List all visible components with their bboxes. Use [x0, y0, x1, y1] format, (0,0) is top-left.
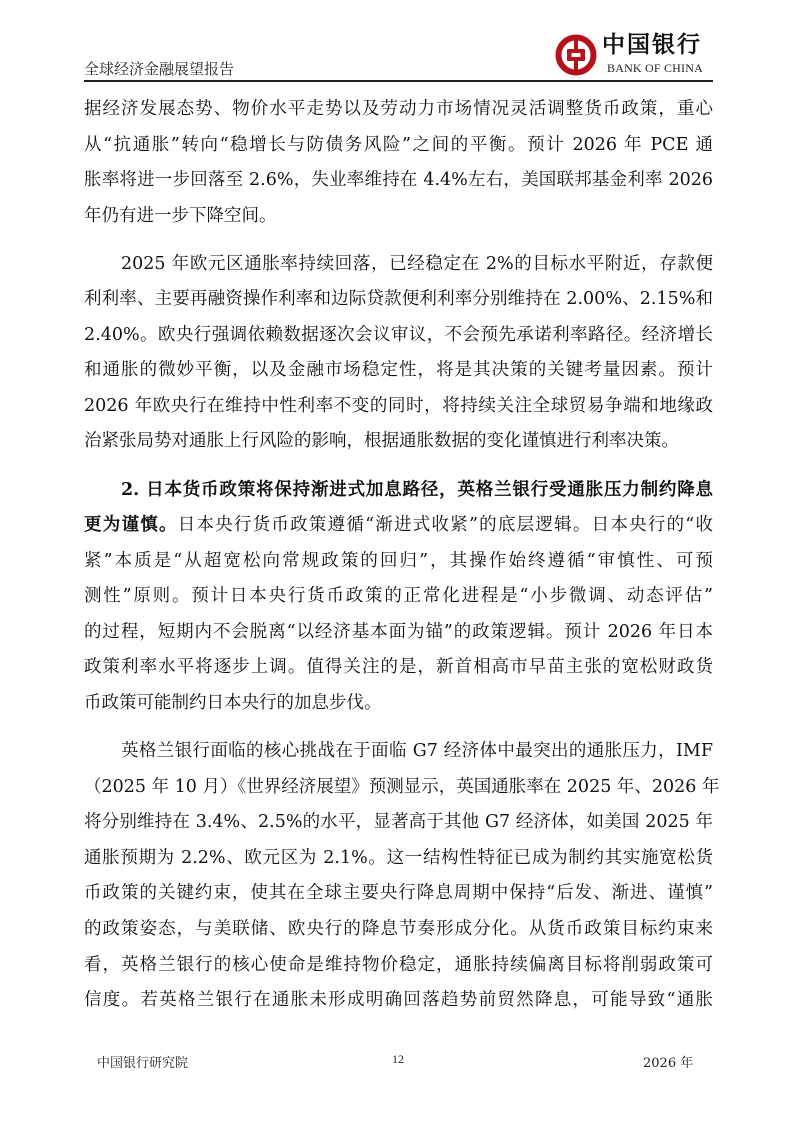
footer-institution: 中国银行研究院 [97, 1056, 189, 1071]
section-heading-line-1 [84, 479, 713, 501]
page-number: 12 [392, 1052, 404, 1066]
paragraph-3-line-6: 政策利率水平将逐步上调。值得关注的是，新首相高市早苗主张的宽松财政货 [84, 657, 713, 677]
paragraph-4-line-5: 币政策的关键约束，使其在全球主要央行降息周期中保持“后发、渐进、谨慎” [84, 883, 713, 903]
paragraph-3-line-2-text: 日本央行货币政策遵循“渐进式收紧”的底层逻辑。日本央行的“收 [177, 515, 713, 535]
paragraph-4-line-6: 的政策姿态，与美联储、欧央行的降息节奏形成分化。从货币政策目标约束来 [84, 919, 713, 939]
footer-year: 2026 年 [643, 1056, 694, 1071]
paragraph-4-line-2: （2025 年 10 月）《世界经济展望》预测显示，英国通胀率在 2025 年、2026 年 [84, 777, 720, 797]
paragraph-2-line-3: 2.40%。欧央行强调依赖数据逐次会议审议，不会预先承诺利率路径。经济增长 [84, 325, 713, 345]
paragraph-3-line-3: 紧”本质是“从超宽松向常规政策的回归”，其操作始终遵循“审慎性、可预 [84, 551, 713, 571]
paragraph-1-line-3: 胀率将进一步回落至 2.6%，失业率维持在 4.4%左右，美国联邦基金利率 2026 [84, 170, 713, 190]
paragraph-4-line-4: 通胀预期为 2.2%、欧元区为 2.1%。这一结构性特征已成为制约其实施宽松货 [84, 848, 713, 868]
logo-chinese-name: 中国银行 [602, 31, 702, 58]
paragraph-3-line-2 [84, 514, 713, 536]
paragraph-2-line-1: 2025 年欧元区通胀率持续回落，已经稳定在 2%的目标水平附近，存款便 [121, 254, 713, 274]
paragraph-2-line-5: 2026 年欧央行在维持中性利率不变的同时，将持续关注全球贸易争端和地缘政 [84, 396, 713, 416]
bank-of-china-emblem-icon [555, 34, 597, 76]
paragraph-3-line-5: 的过程，短期内不会脱离“以经济基本面为锚”的政策逻辑。预计 2026 年日本 [84, 622, 713, 642]
report-title: 全球经济金融展望报告 [84, 60, 235, 78]
paragraph-2-line-6: 治紧张局势对通胀上行风险的影响，根据通胀数据的变化谨慎进行利率决策。 [84, 431, 679, 451]
bank-of-china-logo [555, 32, 715, 78]
paragraph-3-line-4: 测性”原则。预计日本央行货币政策的正常化进程是“小步微调、动态评估” [84, 586, 713, 606]
paragraph-4-line-7: 看，英格兰银行的核心使命是维持物价稳定，通胀持续偏离目标将削弱政策可 [84, 955, 713, 975]
logo-english-name: BANK OF CHINA [607, 61, 703, 75]
paragraph-1-line-1: 据经济发展态势、物价水平走势以及劳动力市场情况灵活调整货币政策，重心 [84, 99, 713, 119]
paragraph-4-line-3: 将分别维持在 3.4%、2.5%的水平，显著高于其他 G7 经济体，如美国 2025 年 [84, 812, 713, 832]
paragraph-2-line-2: 利利率、主要再融资操作利率和边际贷款便利利率分别维持在 2.00%、2.15%和 [84, 289, 713, 309]
section-heading-text: 2. 日本货币政策将保持渐进式加息路径，英格兰银行受通胀压力制约降息 [121, 480, 713, 500]
section-heading-end: 更为谨慎。 [84, 515, 178, 535]
header-divider [84, 80, 713, 82]
paragraph-3-line-7: 币政策可能制约日本央行的加息步伐。 [84, 693, 382, 713]
paragraph-4-line-1: 英格兰银行面临的核心挑战在于面临 G7 经济体中最突出的通胀压力，IMF [121, 741, 713, 761]
paragraph-1-line-2: 从“抗通胀”转向“稳增长与防债务风险”之间的平衡。预计 2026 年 PCE 通 [84, 135, 713, 155]
paragraph-4-line-8: 信度。若英格兰银行在通胀未形成明确回落趋势前贸然降息，可能导致“通胀 [84, 990, 713, 1010]
paragraph-1-line-4: 年仍有进一步下降空间。 [84, 206, 277, 226]
paragraph-2-line-4: 和通胀的微妙平衡，以及金融市场稳定性，将是其决策的关键考量因素。预计 [84, 360, 713, 380]
